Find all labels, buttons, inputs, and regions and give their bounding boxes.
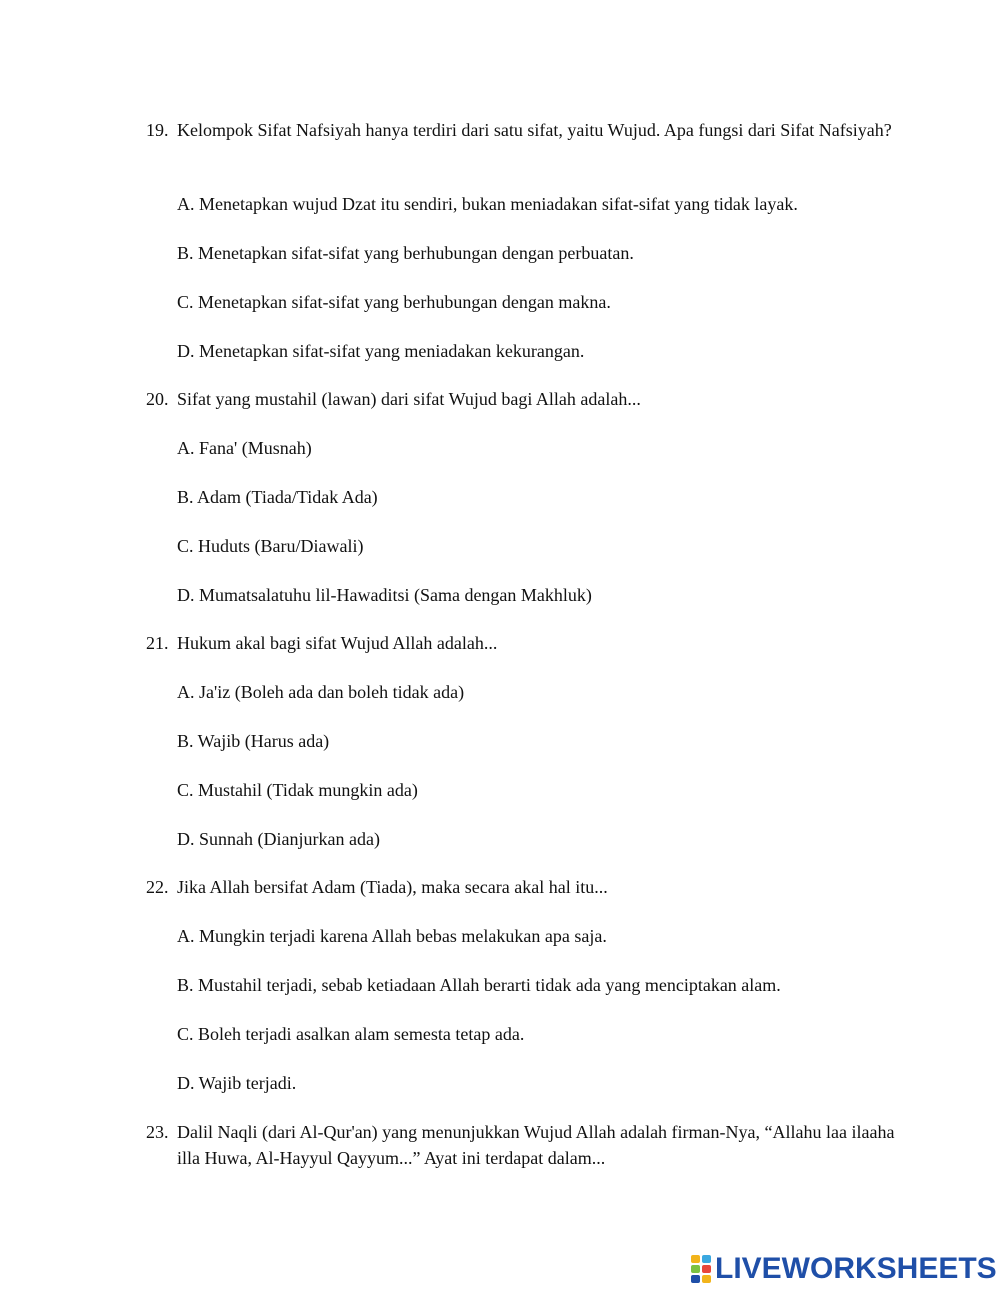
option-b: B. Adam (Tiada/Tidak Ada) [177, 487, 378, 507]
option-b: B. Mustahil terjadi, sebab ketiadaan Allah berarti tidak ada yang menciptakan alam. [177, 975, 781, 995]
option-b: B. Wajib (Harus ada) [177, 731, 330, 751]
question-text: Kelompok Sifat Nafsiyah hanya terdiri dari satu sifat, yaitu Wujud. Apa fungsi dari Sifat Nafsiyah? [177, 120, 892, 140]
logo-mark-block [702, 1255, 711, 1263]
question-number: 23. [146, 1122, 169, 1142]
option-a: A. Ja'iz (Boleh ada dan boleh tidak ada) [177, 682, 465, 702]
option-d: D. Sunnah (Dianjurkan ada) [177, 829, 380, 849]
logo-mark-icon [691, 1255, 711, 1283]
option-c: C. Menetapkan sifat-sifat yang berhubungan dengan makna. [177, 292, 611, 312]
option-c: C. Boleh terjadi asalkan alam semesta tetap ada. [177, 1024, 525, 1044]
option-a: A. Mungkin terjadi karena Allah bebas melakukan apa saja. [177, 926, 607, 946]
logo-mark-block [702, 1265, 711, 1273]
logo-mark-block [702, 1275, 711, 1283]
question-number: 22. [146, 877, 169, 897]
question-text: Sifat yang mustahil (lawan) dari sifat Wujud bagi Allah adalah... [177, 389, 641, 409]
liveworksheets-logo [691, 1252, 997, 1286]
question-text: Hukum akal bagi sifat Wujud Allah adalah... [177, 633, 498, 653]
option-b: B. Menetapkan sifat-sifat yang berhubungan dengan perbuatan. [177, 243, 634, 263]
logo-mark-block [691, 1265, 700, 1273]
question-text: Jika Allah bersifat Adam (Tiada), maka secara akal hal itu... [177, 877, 608, 897]
option-d: D. Mumatsalatuhu lil-Hawaditsi (Sama dengan Makhluk) [177, 585, 592, 605]
logo-mark-block [691, 1275, 700, 1283]
question-number: 19. [146, 120, 169, 140]
option-c: C. Huduts (Baru/Diawali) [177, 536, 364, 556]
question-number: 20. [146, 389, 169, 409]
option-d: D. Wajib terjadi. [177, 1073, 297, 1093]
option-c: C. Mustahil (Tidak mungkin ada) [177, 780, 418, 800]
option-a: A. Menetapkan wujud Dzat itu sendiri, bukan meniadakan sifat-sifat yang tidak layak. [177, 194, 798, 214]
question-text: Dalil Naqli (dari Al-Qur'an) yang menunjukkan Wujud Allah adalah firman-Nya, “Allahu laa ilaaha illa Huwa, Al-Hayyul Qayyum...” Ayat ini terdapat dalam... [177, 1122, 895, 1168]
option-d: D. Menetapkan sifat-sifat yang meniadakan kekurangan. [177, 341, 585, 361]
option-a: A. Fana' (Musnah) [177, 438, 312, 458]
logo-text: LIVEWORKSHEETS [715, 1252, 997, 1285]
logo-mark-block [691, 1255, 700, 1263]
question-number: 21. [146, 633, 169, 653]
